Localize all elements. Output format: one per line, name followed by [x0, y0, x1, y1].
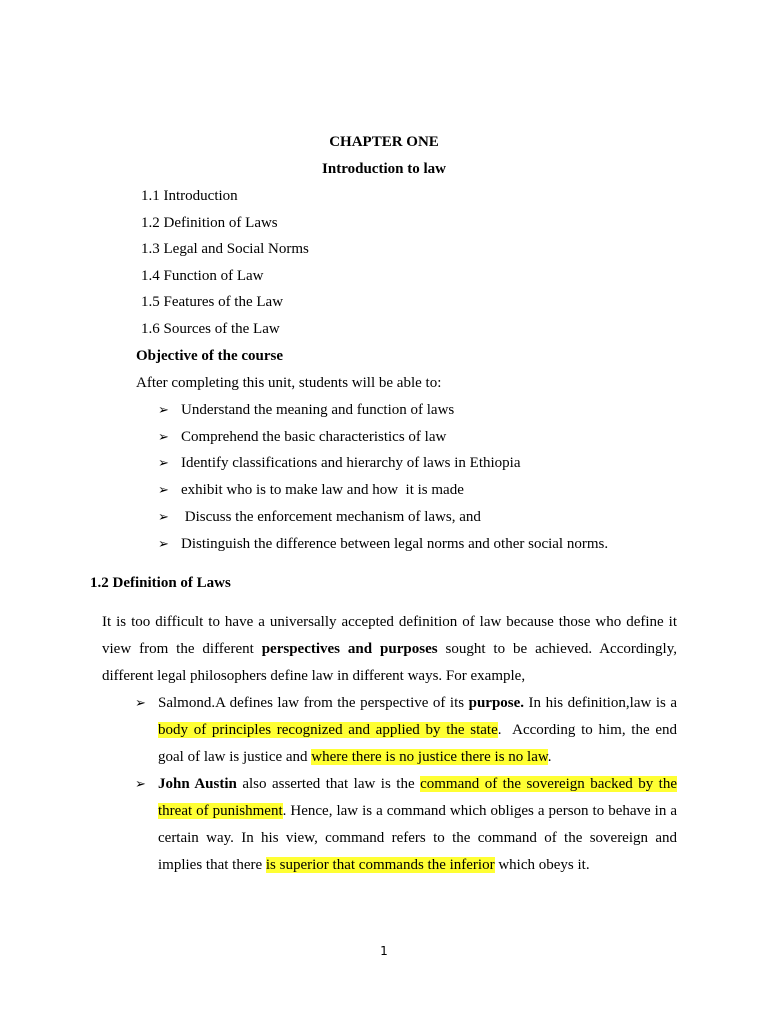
bold-text: purpose.	[468, 695, 525, 711]
text-run: Salmond.A defines law from the perspective of its	[158, 695, 469, 711]
toc-item: 1.3 Legal and Social Norms	[141, 241, 309, 257]
chapter-title: CHAPTER ONE	[329, 134, 439, 150]
arrow-bullet-icon: ➢	[135, 777, 146, 792]
bold-text: John Austin	[158, 776, 237, 792]
salmond-paragraph	[158, 690, 677, 771]
objective-item: Identify classifications and hierarchy of laws in Ethiopia	[181, 455, 521, 471]
objective-item: exhibit who is to make law and how it is made	[181, 482, 464, 498]
text-run: .	[547, 749, 552, 765]
definition-paragraph	[102, 609, 677, 690]
paragraph-line	[158, 690, 677, 717]
text-run: In his definition,law is a	[524, 695, 677, 711]
text-run: which obeys it.	[494, 857, 590, 873]
paragraph-line	[158, 798, 677, 825]
toc-item: 1.1 Introduction	[141, 188, 238, 204]
text-run: . Hence, law is a command which obliges a person to behave in a	[282, 803, 677, 819]
bold-text: perspectives and purposes	[261, 641, 438, 657]
paragraph-line	[102, 636, 677, 663]
paragraph-line	[158, 771, 677, 798]
text-run: also asserted that law is the	[236, 776, 421, 792]
paragraph-line	[158, 852, 677, 879]
objective-item: Comprehend the basic characteristics of law	[181, 429, 447, 445]
arrow-bullet-icon: ➢	[158, 537, 169, 552]
text-run: It is too difficult to have a universally accepted definition of law because those who define it	[102, 614, 677, 630]
toc-item: 1.2 Definition of Laws	[141, 215, 278, 231]
highlighted-text: threat of punishment	[158, 803, 283, 819]
objective-item: Understand the meaning and function of laws	[181, 402, 455, 418]
highlighted-text: is superior that commands the inferior	[265, 857, 495, 873]
section-heading: 1.2 Definition of Laws	[90, 575, 231, 591]
text-run: certain way. In his view, command refers to the command of the sovereign and	[158, 830, 677, 846]
arrow-bullet-icon: ➢	[158, 403, 169, 418]
arrow-bullet-icon: ➢	[158, 430, 169, 445]
text-run: implies that there	[158, 857, 266, 873]
paragraph-line	[158, 717, 677, 744]
arrow-bullet-icon: ➢	[158, 456, 169, 471]
toc-item: 1.4 Function of Law	[141, 268, 264, 284]
highlighted-text: command of the sovereign backed by the	[420, 776, 677, 792]
paragraph-line	[158, 825, 677, 852]
text-run: goal of law is justice and	[158, 749, 312, 765]
paragraph-line	[102, 663, 677, 690]
text-run: . According to him, the end	[497, 722, 678, 738]
austin-paragraph	[158, 771, 677, 879]
text-run: view from the different	[102, 641, 262, 657]
arrow-bullet-icon: ➢	[158, 510, 169, 525]
text-run: different legal philosophers define law in different ways. For example,	[102, 668, 526, 684]
chapter-subtitle: Introduction to law	[322, 161, 446, 177]
toc-item: 1.5 Features of the Law	[141, 294, 284, 310]
objective-intro: After completing this unit, students will be able to:	[136, 375, 442, 391]
page-number: 1	[380, 944, 388, 958]
paragraph-line	[102, 609, 677, 636]
objective-item: Discuss the enforcement mechanism of laws, and	[181, 509, 481, 525]
text-run: sought to be achieved. Accordingly,	[437, 641, 677, 657]
highlighted-text: where there is no justice there is no law	[311, 749, 548, 765]
objective-item: Distinguish the difference between legal norms and other social norms.	[181, 536, 609, 552]
highlighted-text: body of principles recognized and applied by the state	[158, 722, 498, 738]
arrow-bullet-icon: ➢	[135, 696, 146, 711]
arrow-bullet-icon: ➢	[158, 483, 169, 498]
paragraph-line	[158, 744, 677, 771]
objective-heading: Objective of the course	[136, 348, 284, 364]
toc-item: 1.6 Sources of the Law	[141, 321, 280, 337]
